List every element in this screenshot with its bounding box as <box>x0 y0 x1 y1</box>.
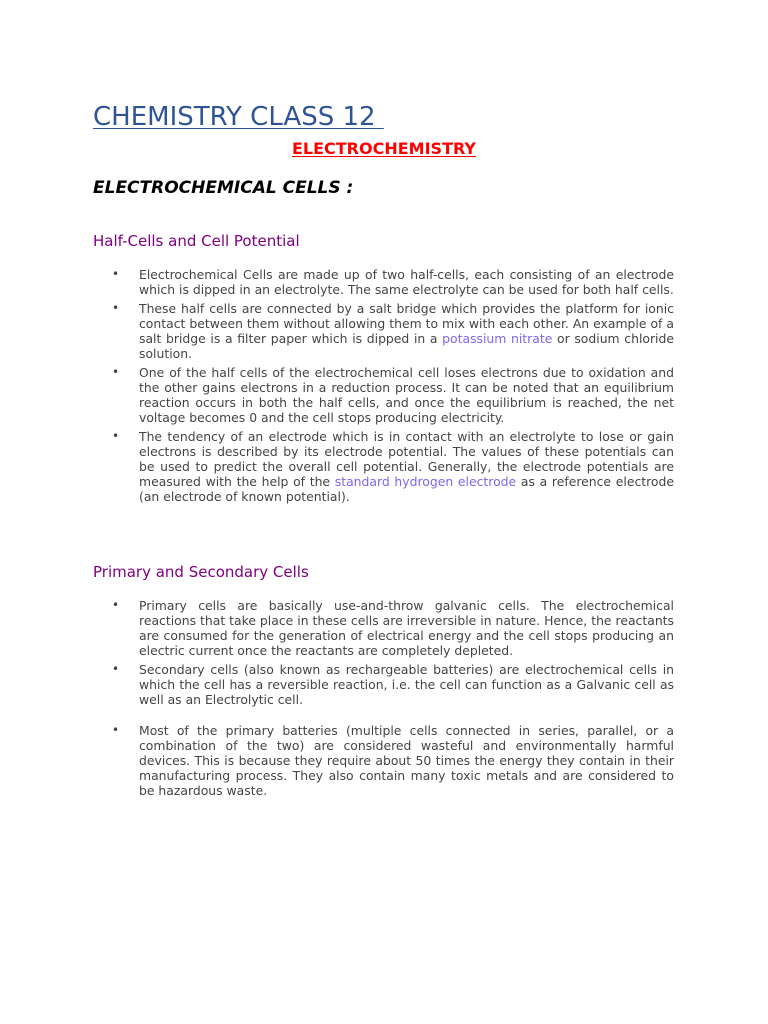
document-title: CHEMISTRY CLASS 12 <box>93 102 384 132</box>
bullet-icon: • <box>112 365 120 379</box>
document-subtitle-text: ELECTROCHEMISTRY <box>291 139 477 158</box>
bullet-icon: • <box>112 598 120 612</box>
list-item <box>112 429 674 504</box>
list-item-text: The tendency of an electrode which is in contact with an electrolyte to lose or gain electrons is described by its electrode potential. The values of these potentials can be used to predict the overall cell potential. Generally, the electrode potentials are measured with the help of the <box>139 429 674 489</box>
list-item <box>112 723 674 798</box>
bullet-list-primary-secondary <box>112 598 674 802</box>
main-heading: ELECTROCHEMICAL CELLS : <box>93 178 354 198</box>
list-item <box>112 301 674 361</box>
link-potassium-nitrate[interactable]: potassium nitrate <box>442 331 553 346</box>
list-item-text: Primary cells are basically use-and-throw galvanic cells. The electrochemical reactions that take place in these cells are irreversible in nature. Hence, the reactants are consumed for the generation of electrical energy and the cell stops producing an electric current once the reactants are completely depleted. <box>139 598 674 658</box>
list-item-text: Electrochemical Cells are made up of two half-cells, each consisting of an electrode which is dipped in an electrolyte. The same electrolyte can be used for both half cells. <box>139 267 674 297</box>
bullet-icon: • <box>112 429 120 443</box>
list-item <box>112 365 674 425</box>
list-item <box>112 267 674 297</box>
bullet-icon: • <box>112 723 120 737</box>
list-item <box>112 662 674 707</box>
list-item-text: as a reference electrode (an electrode of known potential). <box>139 474 675 504</box>
list-item-text: One of the half cells of the electrochemical cell loses electrons due to oxidation and the other gains electrons in a reduction process. It can be noted that an equilibrium reaction occurs in both the half cells, and once the equilibrium is reached, the net voltage becomes 0 and the cell stops producing electricity. <box>139 365 674 425</box>
list-item-text: or sodium chloride solution. <box>139 331 674 361</box>
section-heading-half-cells: Half-Cells and Cell Potential <box>93 232 300 250</box>
list-item-text: These half cells are connected by a salt bridge which provides the platform for ionic contact between them without allowing them to mix with each other. An example of a salt bridge is a filter paper which is dipped in a <box>139 301 674 346</box>
bullet-icon: • <box>112 662 120 676</box>
list-item <box>112 598 674 658</box>
link-standard-hydrogen-electrode[interactable]: standard hydrogen electrode <box>334 474 517 489</box>
bullet-icon: • <box>112 267 120 281</box>
section-heading-primary-secondary: Primary and Secondary Cells <box>93 563 309 581</box>
list-item-text: Most of the primary batteries (multiple cells connected in series, parallel, or a combination of the two) are considered wasteful and environmentally harmful devices. This is because they require about 50 times the energy they contain in their manufacturing process. They also contain many toxic metals and are considered to be hazardous waste. <box>139 723 674 798</box>
bullet-list-half-cells <box>112 267 674 508</box>
list-item-text: Secondary cells (also known as rechargeable batteries) are electrochemical cells in which the cell has a reversible reaction, i.e. the cell can function as a Galvanic cell as well as an Electrolytic cell. <box>139 662 674 707</box>
bullet-icon: • <box>112 301 120 315</box>
document-subtitle <box>0 138 768 160</box>
